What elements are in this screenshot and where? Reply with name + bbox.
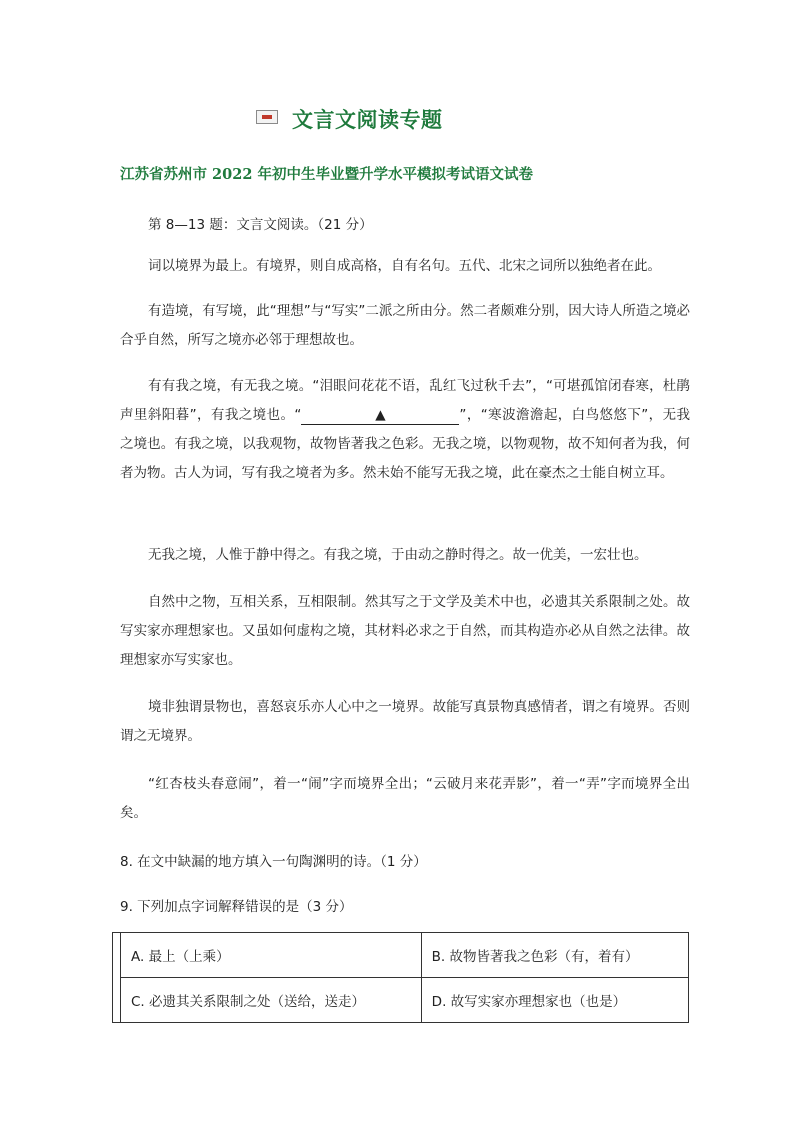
section-heading: 第 8—13 题：文言文阅读。（21 分） xyxy=(148,217,373,233)
options-row xyxy=(113,978,689,1023)
page-title: 文言文阅读专题 xyxy=(292,107,443,132)
passage-paragraph-5: 自然中之物，互相关系，互相限制。然其写之于文学及美术中也，必遗其关系限制之处。故写实家亦理想家也。又虽如何虚构之境，其材料必求之于自然，而其构造亦必从自然之法律。故理想家亦写实家也。 xyxy=(120,594,690,668)
fill-in-blank xyxy=(301,406,459,425)
option-a: A. 最上（上乘） xyxy=(121,933,422,978)
option-b: B. 故物皆著我之色彩（有，着有） xyxy=(421,933,688,978)
passage-paragraph-2: 有造境，有写境，此“理想”与“写实”二派之所由分。然二者颇难分别，因大诗人所造之境必合乎自然，所写之境亦必邻于理想故也。 xyxy=(120,303,690,348)
question-9: 9. 下列加点字词解释错误的是（3 分） xyxy=(120,899,353,915)
broken-image-icon xyxy=(256,110,278,124)
option-d: D. 故写实家亦理想家也（也是） xyxy=(421,978,688,1023)
passage-paragraph-6: 境非独谓景物也，喜怒哀乐亦人心中之一境界。故能写真景物真感情者，谓之有境界。否则谓之无境界。 xyxy=(120,699,690,744)
table-margin-cell xyxy=(113,933,121,1023)
options-row xyxy=(113,933,689,978)
passage-paragraph-1: 词以境界为最上。有境界，则自成高格，自有名句。五代、北宋之词所以独绝者在此。 xyxy=(148,258,661,274)
question-8: 8. 在文中缺漏的地方填入一句陶渊明的诗。（1 分） xyxy=(120,854,427,870)
paragraph-3-end: ”，“寒波澹澹起，白鸟悠悠下”，无我之境也。有我之境，以我观物，故物皆著我之色彩。无我之境，以物观物，故不知何者为我，何者为物。古人为词，写有我之境者为多。然未始不能写无我之境，此在豪杰之士能自树立耳。 xyxy=(120,407,690,481)
exam-subtitle: 江苏省苏州市 2022 年初中生毕业暨升学水平模拟考试语文试卷 xyxy=(120,166,533,183)
passage-paragraph-4: 无我之境，人惟于静中得之。有我之境，于由动之静时得之。故一优美，一宏壮也。 xyxy=(148,547,648,563)
options-table xyxy=(112,932,689,1023)
paragraph-3-start: 有有我之境，有无我之境。“泪眼问花花不语，乱红飞过秋千去”，“可堪孤馆闭春寒，杜鹃声里斜阳暮”，有我之境也。“ xyxy=(120,378,690,423)
passage-paragraph-7: “红杏枝头春意闹”，着一“闹”字而境界全出；“云破月来花弄影”，着一“弄”字而境界全出矣。 xyxy=(120,776,690,821)
passage-paragraph-3 xyxy=(120,372,690,488)
title-row xyxy=(256,104,443,134)
option-c: C. 必遗其关系限制之处（送给，送走） xyxy=(121,978,422,1023)
blank-marker: ▲ xyxy=(375,407,386,423)
